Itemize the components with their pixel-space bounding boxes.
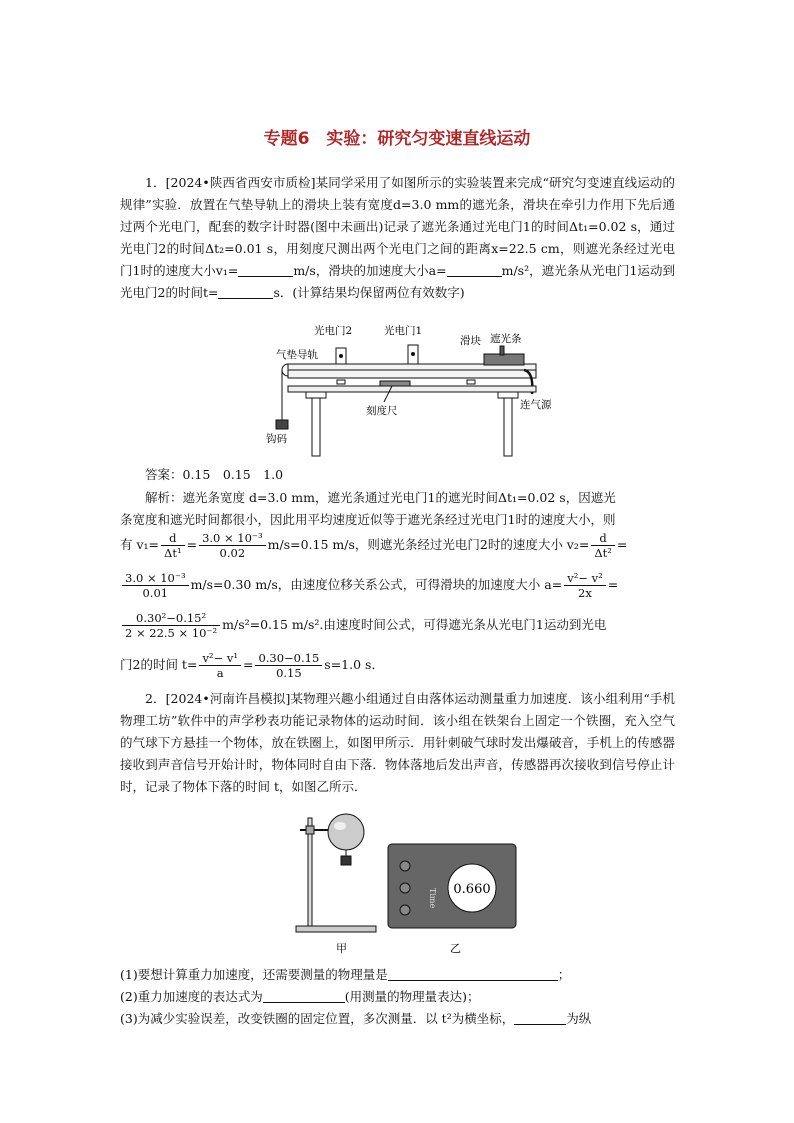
q1-text-4: m/s²，遮光条从光电门1运动到光电门2的时间t= <box>120 263 676 300</box>
question-1 <box>120 172 675 304</box>
analysis-line-2: 条宽度和遮光时间都很小，因此用平均速度近似等于遮光条经过光电门1时的速度大小，则 <box>120 512 616 527</box>
label-track: 气垫导轨 <box>276 349 318 361</box>
label-strip: 遮光条 <box>490 333 522 345</box>
analysis-line-5: $\frac{\text{0.30²−0.15²}}{\text{2 × 22.5 × 10⁻²}}$ m/s²=0.15 m/s².由速度时间公式，可得遮光条从光电门1运动到光电 <box>120 610 680 640</box>
answer-blank-t[interactable] <box>218 284 273 299</box>
fraction: $\frac{\text{v²− v¹}}{a}$ <box>199 651 241 680</box>
phone-time-label: Time <box>428 888 437 909</box>
q2-sub-1: (1)要想计算重力加速度，还需要测量的物理量是 ； <box>120 967 571 982</box>
label-ruler: 刻度尺 <box>366 405 398 417</box>
analysis-line-4: $\frac{\text{3.0 × 10⁻³}}{0.01}$ m/s=0.30 m/s，由速度位移关系公式，可得滑块的加速度大小 a= $\frac{\text{v²− v²}}{2x}$ = <box>120 570 680 600</box>
answer-blank-a[interactable] <box>447 262 502 277</box>
answer-blank-v1[interactable] <box>238 262 293 277</box>
label-gate-2: 光电门2 <box>314 325 353 337</box>
analysis-line-1: 解析：遮光条宽度 d=3.0 mm，遮光条通过光电门1的遮光时间Δt₁=0.02 s，因遮光 <box>145 490 616 505</box>
analysis-line-3: 有 v₁= $\frac{d}{\text{Δt¹}}$ = $\frac{\text{3.0 × 10⁻³}}{0.02}$ m/s=0.15 m/s，则遮光条经过光电门2时的速度大小 v₂= $\frac{d}{\text{Δt²}}$ = <box>120 531 628 560</box>
answer-blank-expression[interactable] <box>263 988 345 1003</box>
q2-sub-2: (2)重力加速度的表达式为 (用测量的物理量表达)； <box>120 989 480 1004</box>
phone-time-readout: 0.660 <box>453 882 491 897</box>
air-track-figure <box>262 318 562 458</box>
hook-weight-icon <box>276 420 288 429</box>
question-2: 2．[2024•河南许昌模拟]某物理兴趣小组通过自由落体运动测量重力加速度．该小组利用“手机物理工坊”软件中的声学秒表功能记录物体的运动时间．该小组在铁架台上固定一个铁圈，充入空气的气球下方悬挂一个物体，放在铁圈上，如图甲所示．用针刺破气球时发出爆破音，手机上的传感器接收到声音信号开始计时，物体同时自由下落．物体落地后发出声音，传感器再次接收到信号停止计时，记录了物体下落的时间 t，如图乙所示． <box>120 691 675 794</box>
free-fall-figure <box>290 808 530 958</box>
fraction: $\frac{\text{v²− v²}}{2x}$ <box>564 571 606 600</box>
answer-blank-ordinate[interactable] <box>514 1010 566 1025</box>
fraction: $\frac{\text{3.0 × 10⁻³}}{0.02}$ <box>199 531 266 560</box>
weight-object-icon <box>341 856 351 865</box>
fraction: $\frac{\text{0.30²−0.15²}}{\text{2 × 22.5 × 10⁻²}}$ <box>122 611 220 640</box>
figure-label-a: 甲 <box>336 942 347 955</box>
fraction: $\frac{d}{\text{Δt²}}$ <box>591 531 615 560</box>
q2-sub-3: (3)为减少实验误差，改变铁圈的固定位置，多次测量．以 t²为横坐标， 为纵 <box>120 1011 592 1026</box>
q1-text-5: s．(计算结果均保留两位有效数字) <box>273 285 465 300</box>
label-air-source: 连气源 <box>520 399 552 411</box>
q1-text-3: m/s，滑块的加速度大小a= <box>293 263 447 278</box>
fraction: $\frac{\text{3.0 × 10⁻³}}{0.01}$ <box>122 571 189 600</box>
label-slider: 滑块 <box>460 335 481 347</box>
label-weight: 钩码 <box>266 433 287 445</box>
fraction: $\frac{0.30-0.15}{0.15}$ <box>255 651 322 680</box>
fraction: $\frac{d}{\text{Δt¹}}$ <box>161 531 185 560</box>
answer-line: 答案：0.15 0.15 1.0 <box>145 467 284 482</box>
figure-label-b: 乙 <box>450 942 461 955</box>
page-title: 专题6 实验：研究匀变速直线运动 <box>263 129 531 149</box>
answer-blank-quantity[interactable] <box>388 966 558 981</box>
label-gate-1: 光电门1 <box>384 325 423 337</box>
analysis-line-6: 门2的时间 t= $\frac{\text{v²− v¹}}{a}$ = $\frac{0.30-0.15}{0.15}$ s=1.0 s． <box>120 651 384 680</box>
balloon-icon <box>328 814 364 850</box>
q1-text-1: 1．[2024•陕西省西安市质检]某同学采用了如图所示的实验装置来完成“研究匀变速直线运动的规律”实验．放置在气垫导轨上的滑块上装有宽度 <box>120 175 675 212</box>
q1-text-2: d=3.0 mm的遮光条，滑块在牵引力作用下先后通过两个光电门，配套的数字计时器(图中未画出)记录了遮光条通过光电门1的时间Δt₁=0.02 s，通过光电门2的时间Δt₂=0.01 s，用刻度尺测出两个光电门之间的距离x=22.5 cm，则遮光条经过光电门1时的速度大小v₁= <box>120 197 675 278</box>
slider-block-icon <box>484 354 524 365</box>
